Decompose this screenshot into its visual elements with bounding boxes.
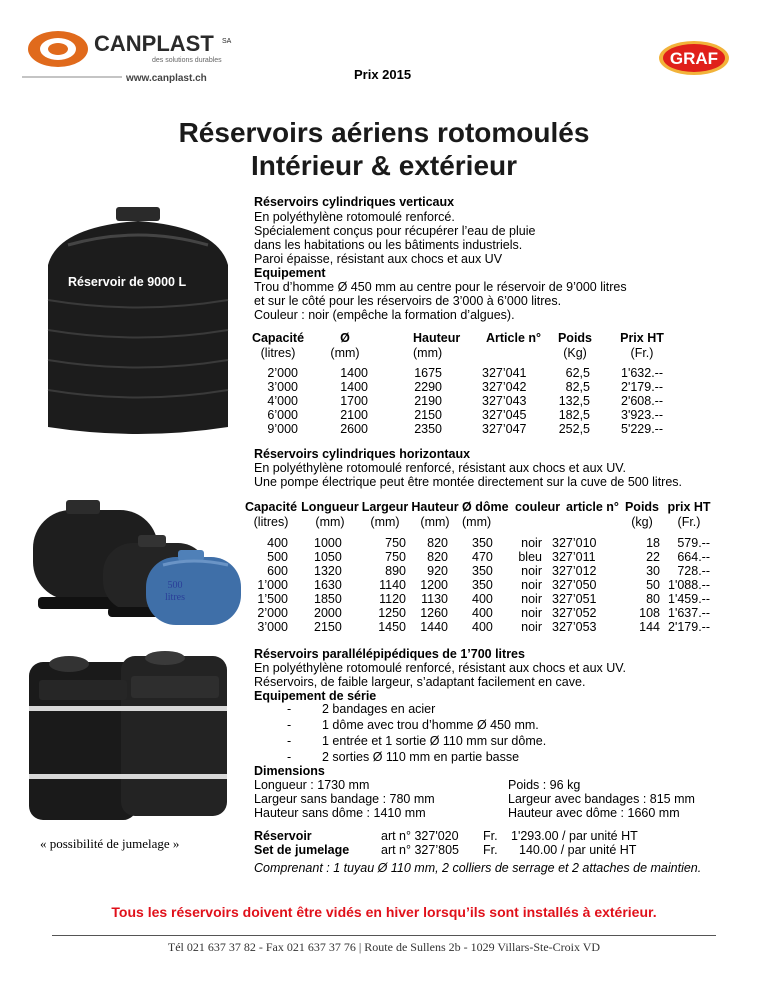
t1-col-capacity (254, 366, 298, 436)
t2-col-height (408, 536, 448, 634)
table-cell: 2290 (414, 380, 442, 394)
table-cell: 82,5 (565, 380, 590, 394)
table-cell: 2'608.-- (621, 394, 663, 408)
t2-header-capacity: Capacité (litres) (244, 500, 298, 529)
table-cell: 820 (427, 550, 448, 564)
table-cell: 1'632.-- (621, 366, 663, 380)
table-cell: 2150 (314, 620, 342, 634)
product-currency: Fr. (483, 829, 498, 843)
table-cell: 327’052 (552, 606, 597, 620)
t2-header-height: Hauteur (mm) (411, 500, 459, 529)
table-cell: 400 (472, 592, 493, 606)
section3-line-1: En polyéthylène rotomoulé renforcé, résistant aux chocs et aux UV. (254, 661, 626, 675)
table-cell: 400 (472, 620, 493, 634)
table-cell: bleu (518, 550, 542, 564)
table-cell: 327’051 (552, 592, 597, 606)
section1-line-4: Paroi épaisse, résistant aux chocs et aux UV (254, 252, 503, 266)
section1-line-1: En polyéthylène rotomoulé renforcé. (254, 210, 455, 224)
product-price: 140.00 / par unité HT (519, 843, 637, 857)
page-title-line1: Réservoirs aériens rotomoulés (178, 117, 590, 148)
table-cell: noir (521, 592, 542, 606)
table-cell: 1630 (314, 578, 342, 592)
footer-divider (52, 935, 716, 936)
table-cell: 327’050 (552, 578, 597, 592)
t1-col-height (402, 366, 442, 436)
t1-header-height: Hauteur (mm) (413, 331, 461, 360)
jumelage-caption: « possibilité de jumelage » (40, 836, 180, 851)
includes-note: Comprenant : 1 tuyau Ø 110 mm, 2 colliers de serrage et 2 attaches de maintien. (254, 861, 702, 875)
table-cell: 3'923.-- (621, 408, 663, 422)
table-cell: 400 (267, 536, 288, 550)
dims-left-1: Longueur : 1730 mm (254, 778, 370, 792)
t2-col-capacity (244, 536, 288, 634)
list-item-bullet: - (287, 750, 292, 764)
parallelepiped-tanks-image (25, 650, 230, 825)
table-cell: 750 (385, 536, 406, 550)
table-cell: 2600 (340, 422, 368, 436)
table-cell: 3’000 (267, 380, 298, 394)
product-price: 1'293.00 / par unité HT (511, 829, 638, 843)
table-cell: 1200 (420, 578, 448, 592)
table-cell: 6’000 (267, 408, 298, 422)
table-cell: 1450 (378, 620, 406, 634)
table-cell: 108 (639, 606, 660, 620)
product-article: art n° 327'020 (381, 829, 459, 843)
brand-name: CANPLAST (94, 31, 214, 56)
table-cell: 327’010 (552, 536, 597, 550)
table-cell: 1130 (421, 592, 448, 606)
section3-heading: Réservoirs parallélépipédiques de 1’700 litres (254, 647, 525, 661)
table-cell: 350 (472, 564, 493, 578)
table-cell: 2000 (314, 606, 342, 620)
table-cell: 2150 (414, 408, 442, 422)
table-cell: 1'459.-- (668, 592, 710, 606)
graf-logo-text: GRAF (669, 49, 719, 68)
table-cell: 327’047 (482, 422, 527, 436)
table-cell: 1850 (314, 592, 342, 606)
table-cell: 1400 (340, 380, 368, 394)
t2-col-weight (630, 536, 660, 634)
brand-suffix: SA (222, 38, 232, 45)
table-cell: 400 (472, 606, 493, 620)
table-cell: 600 (267, 564, 288, 578)
table-cell: 1260 (420, 606, 448, 620)
table-cell: 327’045 (482, 408, 527, 422)
dims-right-2: Largeur avec bandages : 815 mm (508, 792, 695, 806)
table-cell: 182,5 (558, 408, 590, 422)
table-cell: 327’043 (482, 394, 527, 408)
product-name: Réservoir (254, 829, 312, 843)
graf-logo (658, 40, 730, 76)
table-cell: 1’000 (257, 578, 288, 592)
t2-col-price (660, 536, 710, 634)
table-cell: 2190 (414, 394, 442, 408)
table-cell: 2’000 (257, 606, 288, 620)
price-year: Prix 2015 (354, 67, 412, 82)
table-cell: 1050 (314, 550, 342, 564)
table-cell: 4’000 (267, 394, 298, 408)
table-cell: 2350 (414, 422, 442, 436)
table-cell: 1'637.-- (668, 606, 710, 620)
list-item: 2 sorties Ø 110 mm en partie basse (322, 750, 520, 764)
table-cell: 1700 (340, 394, 368, 408)
table-cell: 1440 (420, 620, 448, 634)
t1-col-price (621, 366, 663, 436)
table-cell: noir (521, 620, 542, 634)
table-cell: 9’000 (267, 422, 298, 436)
table-cell: 62,5 (565, 366, 590, 380)
table-cell: 327’011 (552, 550, 596, 564)
website-link[interactable]: www.canplast.ch (126, 73, 207, 84)
table-cell: 80 (646, 592, 660, 606)
section1-equip-line-3: Couleur : noir (empêche la formation d’algues). (254, 308, 515, 322)
table-cell: 350 (472, 536, 493, 550)
footer-contact: Tél 021 637 37 82 - Fax 021 637 37 76 | Route de Sullens 2b - 1029 Villars-Ste-Croix VD (167, 940, 601, 954)
table-cell: 2'179.-- (668, 620, 710, 634)
dims-left-2: Largeur sans bandage : 780 mm (254, 792, 435, 806)
page-title-line2: Intérieur & extérieur (250, 150, 518, 181)
table-cell: 470 (472, 550, 493, 564)
t2-col-dome (472, 536, 493, 634)
product-article: art n° 327’805 (381, 843, 459, 857)
list-item-bullet: - (287, 702, 292, 716)
table-cell: 22 (646, 550, 660, 564)
brand-tagline: des solutions durables (152, 57, 222, 64)
table-cell: 750 (385, 550, 406, 564)
winter-warning: Tous les réservoirs doivent être vidés en hiver lorsqu’ils sont installés à extérieur. (111, 904, 657, 920)
table-cell: 820 (427, 536, 448, 550)
t1-header-diameter: Ø (mm) (330, 331, 360, 360)
t2-col-width (362, 536, 406, 634)
blue-tank-label: 500 litres (165, 580, 185, 603)
table-cell: 144 (639, 620, 660, 634)
section1-equip-line-2: et sur le côté pour les réservoirs de 3’000 à 6’000 litres. (254, 294, 562, 308)
section2-line-1: En polyéthylène rotomoulé renforcé, résistant aux chocs et aux UV. (254, 461, 626, 475)
table-cell: 1400 (340, 366, 368, 380)
t2-header-article: article n° (566, 500, 619, 514)
product-name: Set de jumelage (254, 843, 350, 857)
t1-header-weight: Poids (Kg) (557, 331, 593, 360)
table-cell: 350 (472, 578, 493, 592)
t2-col-length (314, 536, 342, 634)
table-cell: 728.-- (677, 564, 710, 578)
list-item-bullet: - (287, 734, 292, 748)
table-cell: 1000 (314, 536, 342, 550)
section1-equip-line-1: Trou d’homme Ø 450 mm au centre pour le réservoir de 9’000 litres (254, 280, 627, 294)
section3-equip-heading: Equipement de série (254, 689, 377, 703)
t1-col-diameter (328, 366, 368, 436)
table-cell: 252,5 (558, 422, 590, 436)
table-cell: 2'179.-- (621, 380, 663, 394)
t1-header-price: Prix HT (Fr.) (620, 331, 664, 360)
table-cell: 1250 (378, 606, 406, 620)
table-cell: 920 (427, 564, 448, 578)
table-cell: 1140 (379, 578, 406, 592)
table-cell: 132,5 (558, 394, 590, 408)
t1-col-weight (548, 366, 590, 436)
t1-header-article: Article n° (486, 331, 542, 345)
section2-heading: Réservoirs cylindriques horizontaux (254, 447, 471, 461)
table-cell: 1’500 (257, 592, 288, 606)
vertical-tanks-table (0, 331, 768, 441)
t2-col-article (552, 536, 597, 634)
canplast-logo (22, 27, 247, 87)
table-cell: 30 (646, 564, 660, 578)
table-cell: 327’041 (482, 366, 527, 380)
list-item-bullet: - (287, 718, 292, 732)
table-cell: 2100 (340, 408, 368, 422)
section1-line-3: dans les habitations ou les bâtiments industriels. (254, 238, 523, 252)
t2-header-weight: Poids (kg) (624, 500, 660, 529)
list-item: 1 entrée et 1 sortie Ø 110 mm sur dôme. (322, 734, 547, 748)
dims-right-3: Hauteur avec dôme : 1660 mm (508, 806, 680, 820)
list-item: 2 bandages en acier (322, 702, 436, 716)
table-cell: 327’053 (552, 620, 597, 634)
t2-header-dome: Ø dôme (mm) (462, 500, 509, 529)
list-item: 1 dôme avec trou d’homme Ø 450 mm. (322, 718, 539, 732)
table-cell: 2’000 (267, 366, 298, 380)
table-cell: 327’012 (552, 564, 597, 578)
table-cell: noir (521, 564, 542, 578)
table-cell: noir (521, 536, 542, 550)
table-cell: 500 (267, 550, 288, 564)
vertical-tank-image-label: Réservoir de 9000 L (68, 275, 187, 289)
dims-left-3: Hauteur sans dôme : 1410 mm (254, 806, 426, 820)
t1-col-article (482, 366, 527, 436)
section1-equip-heading: Equipement (254, 266, 326, 280)
table-cell: 1320 (314, 564, 342, 578)
table-cell: 1'088.-- (668, 578, 710, 592)
horizontal-tanks-table (0, 500, 768, 635)
t1-header-capacity: Capacité (litres) (251, 331, 305, 360)
section3-dims-heading: Dimensions (254, 764, 325, 778)
table-cell: 3’000 (257, 620, 288, 634)
table-cell: 18 (646, 536, 660, 550)
t2-header-width: Largeur (mm) (361, 500, 409, 529)
t2-header-price: prix HT (Fr.) (667, 500, 711, 529)
table-cell: noir (521, 606, 542, 620)
section1-heading: Réservoirs cylindriques verticaux (254, 195, 455, 209)
t2-header-length: Longueur (mm) (301, 500, 359, 529)
product-currency: Fr. (483, 843, 498, 857)
section2-line-2: Une pompe électrique peut être montée directement sur la cuve de 500 litres. (254, 475, 683, 489)
table-cell: 890 (385, 564, 406, 578)
dims-right-1: Poids : 96 kg (508, 778, 581, 792)
table-cell: 1675 (414, 366, 442, 380)
table-cell: noir (521, 578, 542, 592)
t2-header-color: couleur (515, 500, 561, 514)
t2-col-color (510, 536, 542, 634)
section3-line-2: Réservoirs, de faible largeur, s’adaptant facilement en cave. (254, 675, 586, 689)
table-cell: 579.-- (677, 536, 710, 550)
table-cell: 327’042 (482, 380, 527, 394)
table-cell: 50 (646, 578, 660, 592)
table-cell: 664.-- (677, 550, 710, 564)
table-cell: 1120 (379, 592, 406, 606)
section1-line-2: Spécialement conçus pour récupérer l’eau de pluie (254, 224, 536, 238)
table-cell: 5'229.-- (621, 422, 663, 436)
